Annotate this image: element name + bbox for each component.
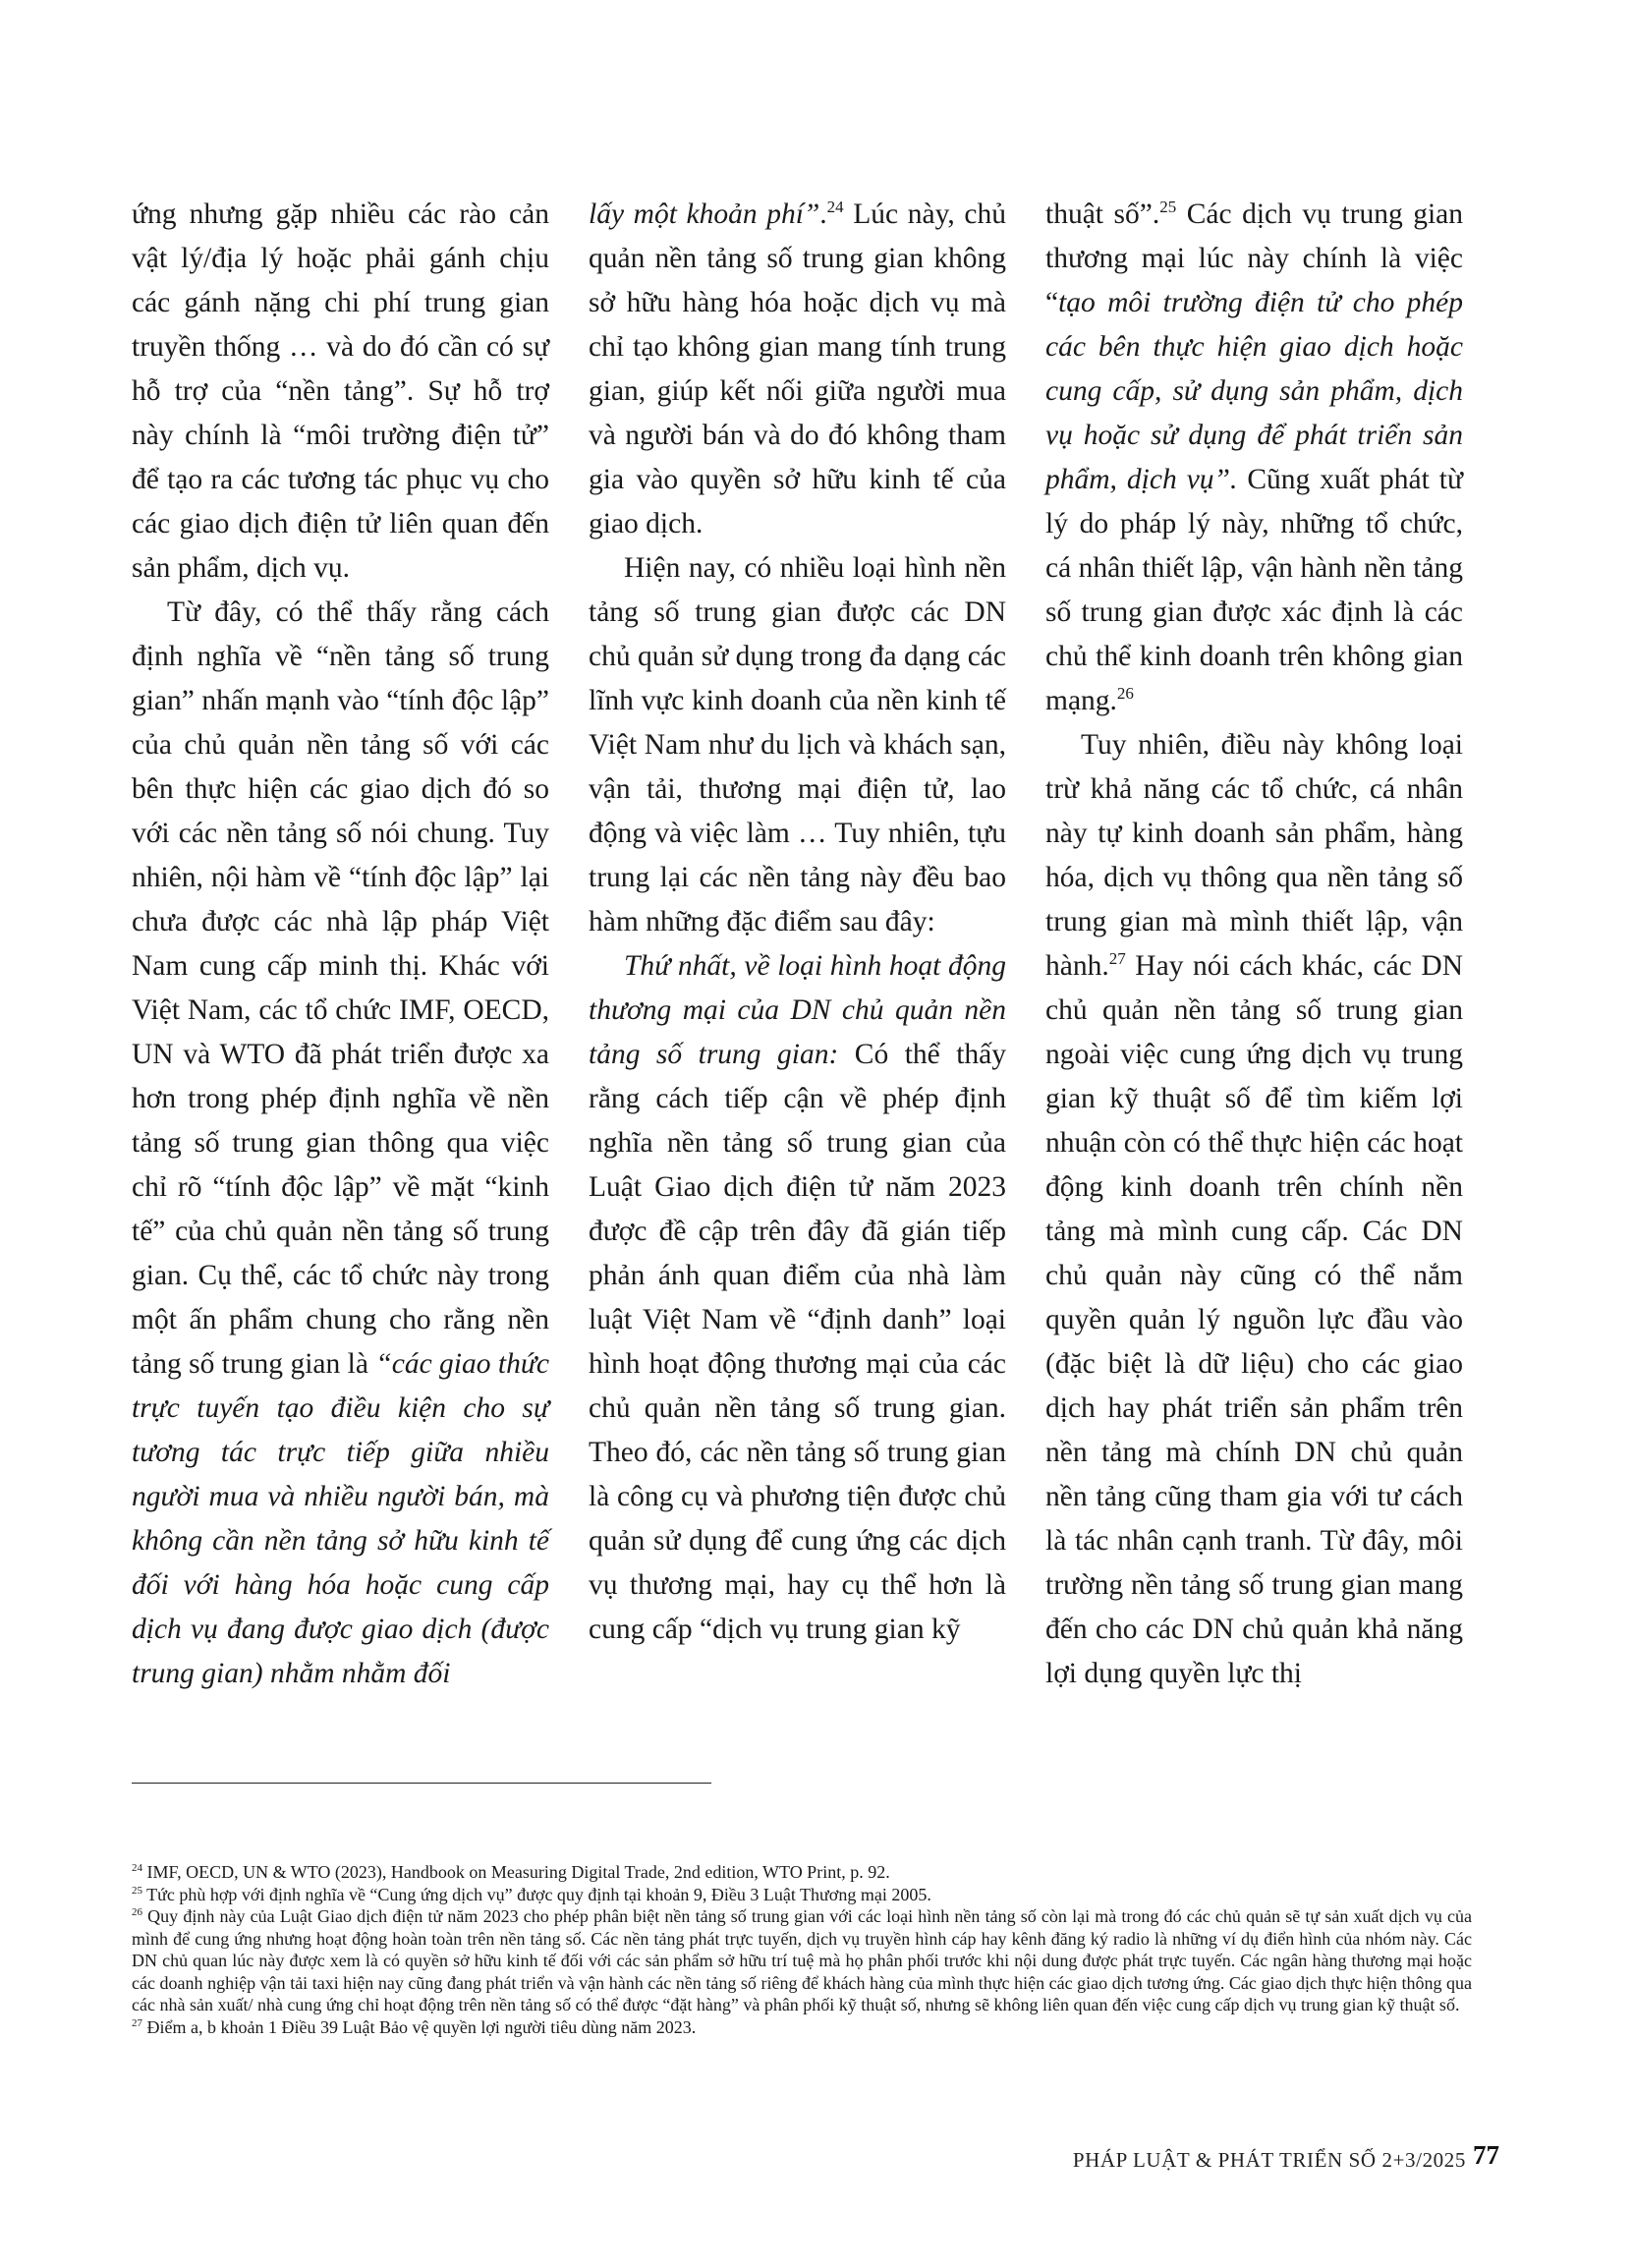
paragraph-text: thuật số”. <box>1045 198 1160 230</box>
paragraph <box>1045 723 1463 1696</box>
footnote-separator <box>132 1783 711 1784</box>
paragraph-text: Từ đây, có thể thấy rằng cách định nghĩa về “nền tảng số trung gian” nhấn mạnh vào “tính độc lập” của chủ quản nền tảng số với các bên thực hiện các giao dịch đó so với các nền tảng số nói chung. Tuy nhiên, nội hàm về “tính độc lập” lại chưa được các nhà lập pháp Việt Nam cung cấp minh thị. Khác với Việt Nam, các tổ chức IMF, OECD, UN và WTO đã phát triển được xa hơn trong phép định nghĩa về nền tảng số trung gian thông qua việc chỉ rõ “tính độc lập” về mặt “kinh tế” của chủ quản nền tảng số trung gian. Cụ thể, các tổ chức này trong một ấn phẩm chung cho rằng nền tảng số trung gian là <box>132 596 549 1380</box>
paragraph: Hiện nay, có nhiều loại hình nền tảng số trung gian được các DN chủ quản sử dụng trong đa dạng các lĩnh vực kinh doanh của nền kinh tế Việt Nam như du lịch và khách sạn, vận tải, thương mại điện tử, lao động và việc làm … Tuy nhiên, tựu trung lại các nền tảng này đều bao hàm những đặc điểm sau đây: <box>589 552 1006 937</box>
footnote-number: 25 <box>132 1884 142 1897</box>
paragraph <box>1045 193 1463 723</box>
column-3 <box>1045 193 1463 1696</box>
journal-footer: PHÁP LUẬT & PHÁT TRIỂN SỐ 2+3/2025 <box>1072 2148 1466 2172</box>
section-heading-inline: Thứ nhất, về loại hình hoạt động thương mại của DN chủ quản nền tảng số trung gian: <box>589 950 1006 1070</box>
quoted-definition: “các giao thức trực tuyến tạo điều kiện cho sự tương tác trực tiếp giữa nhiều người mua và nhiều người bán, mà không cần nền tảng sở hữu kinh tế đối với hàng hóa hoặc cung cấp dịch vụ đang được giao dịch (được trung gian) nhằm nhằm đối <box>132 1348 550 1689</box>
page-number: 77 <box>1473 2140 1499 2170</box>
paragraph: lấy một khoản phí”.$^{24}$ Lúc này, chủ quản nền tảng số trung gian không sở hữu hàng hóa hoặc dịch vụ mà chỉ tạo không gian mang tính trung gian, giúp kết nối giữa người mua và người bán và do đó không tham gia vào quyền sở hữu kinh tế của giao dịch. <box>589 198 1006 539</box>
column-2 <box>589 193 1006 1652</box>
paragraph-text: Các dịch vụ trung gian thương mại lúc này chính là việc “ <box>1045 198 1463 318</box>
footnote-text: Tức phù hợp với định nghĩa về “Cung ứng dịch vụ” được quy định tại khoản 9, Điều 3 Luật Thương mại 2005. <box>142 1884 931 1904</box>
footnote-25 <box>132 1884 1472 1906</box>
article-body <box>132 193 1463 1689</box>
footnote-26 <box>132 1905 1472 2016</box>
footnote-ref[interactable]: 24 <box>826 198 844 217</box>
footnote-ref[interactable]: 25 <box>1159 198 1177 217</box>
footnotes <box>132 1861 1472 2038</box>
paragraph <box>589 944 1006 1652</box>
footnote-ref[interactable]: 27 <box>1108 949 1126 969</box>
footnote-text: Điểm a, b khoản 1 Điều 39 Luật Bảo vệ quyền lợi người tiêu dùng năm 2023. <box>142 2016 697 2037</box>
paragraph-text: Cũng xuất phát từ lý do pháp lý này, những tổ chức, cá nhân thiết lập, vận hành nền tảng số trung gian được xác định là các chủ thể kinh doanh trên không gian mạng. <box>1045 464 1463 716</box>
paragraph: ứng nhưng gặp nhiều các rào cản vật lý/địa lý hoặc phải gánh chịu các gánh nặng chi phí trung gian truyền thống … và do đó cần có sự hỗ trợ của “nền tảng”. Sự hỗ trợ này chính là “môi trường điện tử” để tạo ra các tương tác phục vụ cho các giao dịch điện tử liên quan đến sản phẩm, dịch vụ. <box>132 198 549 584</box>
footnote-number: 27 <box>132 2016 142 2029</box>
footnote-text: IMF, OECD, UN & WTO (2023), Handbook on Measuring Digital Trade, 2nd edition, WTO Print, p. 92. <box>142 1862 890 1882</box>
paragraph-text: Tuy nhiên, điều này không loại trừ khả năng các tổ chức, cá nhân này tự kinh doanh sản phẩm, hàng hóa, dịch vụ thông qua nền tảng số trung gian mà mình thiết lập, vận hành. <box>1045 729 1463 982</box>
footnote-24 <box>132 1861 1472 1884</box>
footnote-number: 26 <box>132 1906 142 1918</box>
paragraph-text: Lúc này, chủ quản nền tảng số trung gian không sở hữu hàng hóa hoặc dịch vụ mà chỉ tạo không gian mang tính trung gian, giúp kết nối giữa người mua và người bán và do đó không tham gia vào quyền sở hữu kinh tế của giao dịch. <box>589 198 1006 539</box>
paragraph-text: Có thể thấy rằng cách tiếp cận về phép định nghĩa nền tảng số trung gian của Luật Giao dịch điện tử năm 2023 được đề cập trên đây đã gián tiếp phản ánh quan điểm của nhà làm luật Việt Nam về “định danh” loại hình hoạt động thương mại của các chủ quản nền tảng số trung gian. Theo đó, các nền tảng số trung gian là công cụ và phương tiện được chủ quản sử dụng để cung ứng các dịch vụ thương mại, hay cụ thể hơn là cung cấp “dịch vụ trung gian kỹ <box>589 1039 1006 1645</box>
footnote-ref[interactable]: 26 <box>1116 684 1134 704</box>
footnote-text: Quy định này của Luật Giao dịch điện tử năm 2023 cho phép phân biệt nền tảng số trung gian với các loại hình nền tảng số còn lại mà trong đó các chủ quản sẽ tự sản xuất dịch vụ của mình để cung ứng nhưng hoạt động hoàn toàn trên nền tảng số. Các nền tảng phát trực tuyến, dịch vụ truyền hình cáp hay kênh đăng ký radio là những ví dụ điển hình của nhóm này. Các DN chủ quan lúc này được xem là có quyền sở hữu kinh tế đối với các sản phẩm sở hữu trí tuệ mà họ phân phối trước khi nội dung được phát trực tuyến. Các ngân hàng thương mại hoặc các doanh nghiệp vận tải taxi hiện nay cũng đang phát triển và vận hành các nền tảng số riêng để khách hàng của mình thực hiện các giao dịch tương ứng. Các giao dịch thực hiện thông qua các nhà sản xuất/ nhà cung ứng chỉ hoạt động trên nền tảng số có thể được “đặt hàng” và phân phối kỹ thuật số, nhưng sẽ không liên quan đến việc cung cấp dịch vụ trung gian kỹ thuật số. <box>132 1906 1472 2014</box>
column-1 <box>132 193 549 1696</box>
footnote-number: 24 <box>132 1862 142 1874</box>
footnote-27 <box>132 2016 1472 2039</box>
quoted-definition: tạo môi trường điện tử cho phép các bên thực hiện giao dịch hoặc cung cấp, sử dụng sản phẩm, dịch vụ hoặc sử dụng để phát triển sản phẩm, dịch vụ”. <box>1045 287 1463 495</box>
quoted-definition: lấy một khoản phí” <box>589 198 820 230</box>
paragraph <box>132 591 549 1696</box>
paragraph-text: Hay nói cách khác, các DN chủ quản nền tảng số trung gian ngoài việc cung ứng dịch vụ trung gian kỹ thuật số để tìm kiếm lợi nhuận còn có thể thực hiện các hoạt động kinh doanh trên chính nền tảng mà mình cung cấp. Các DN chủ quản này cũng có thể nắm quyền quản lý nguồn lực đầu vào (đặc biệt là dữ liệu) cho các giao dịch hay phát triển sản phẩm trên nền tảng mà chính DN chủ quản nền tảng cũng tham gia với tư cách là tác nhân cạnh tranh. Từ đây, môi trường nền tảng số trung gian mang đến cho các DN chủ quản khả năng lợi dụng quyền lực thị <box>1045 950 1463 1689</box>
